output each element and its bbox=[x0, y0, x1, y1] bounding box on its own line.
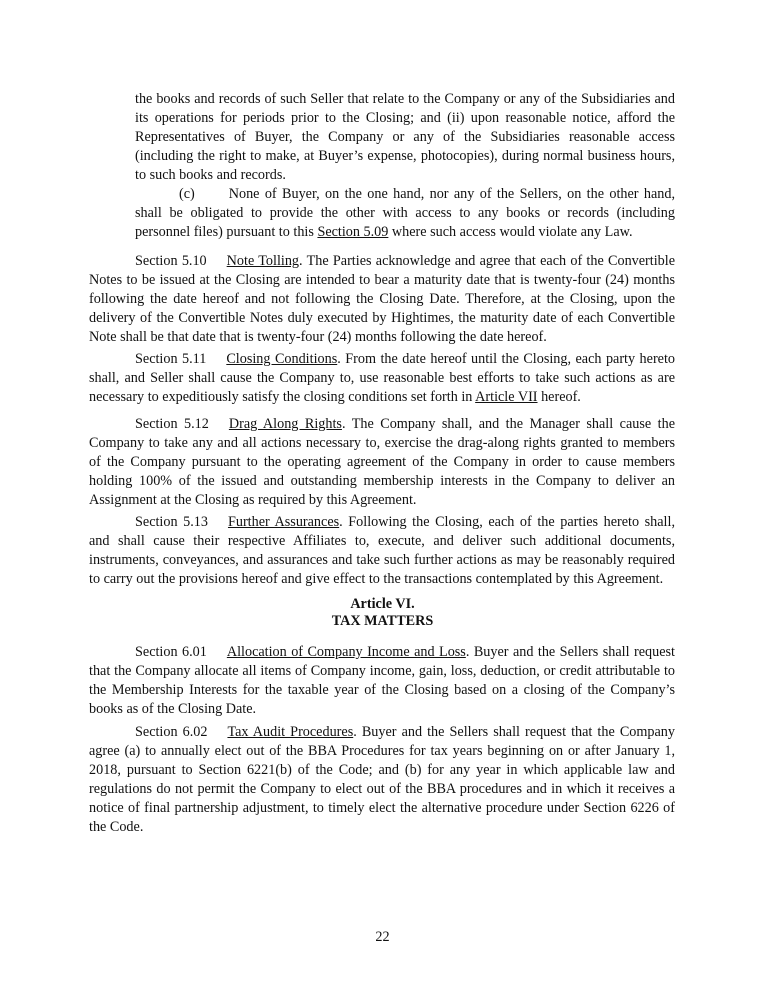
section-title: Allocation of Company Income and Loss bbox=[226, 644, 466, 660]
section-title: Drag Along Rights bbox=[228, 416, 342, 432]
section-number: Section 5.12 bbox=[135, 416, 209, 432]
section-number: Section 6.01 bbox=[135, 644, 207, 660]
section-5-09-link[interactable]: Section 5.09 bbox=[317, 224, 389, 240]
article-vii-link[interactable]: Article VII bbox=[475, 389, 538, 405]
clause-c: (c) None of Buyer, on the one hand, nor any of the Sellers, on the other hand, shall be obligated to provide the other with access to any books or records (including personnel files) pursuant to this Section 5.09 where such access would violate any Law. bbox=[135, 186, 675, 240]
section-5-12: Section 5.12 Drag Along Rights. The Company shall, and the Manager shall cause the Company to take any and all actions necessary to, exercise the drag-along rights granted to members of the Company pursuant to the operating agreement of the Company in order to cause members holding 100% of the issued and outstanding membership interests in the Company to deliver an Assignment at the Closing as required by this Agreement. bbox=[89, 416, 675, 508]
section-title: Closing Conditions bbox=[226, 351, 338, 367]
section-title: Further Assurances bbox=[227, 514, 340, 530]
section-6-01: Section 6.01 Allocation of Company Income and Loss. Buyer and the Sellers shall request that the Company allocate all items of Company income, gain, loss, deduction, or credit attributable to the Membership Interests for the taxable year of the Closing based on a closing of the Company’s books as of the Closing Date. bbox=[89, 644, 675, 717]
article-title: TAX MATTERS bbox=[331, 613, 434, 629]
section-title: Note Tolling bbox=[226, 253, 300, 269]
section-number: Section 6.02 bbox=[135, 724, 208, 740]
section-number: Section 5.10 bbox=[135, 253, 207, 269]
page-number: 22 bbox=[375, 929, 390, 945]
clause-c-label: (c) bbox=[179, 186, 195, 202]
article-number: Article VI. bbox=[350, 596, 415, 612]
section-6-02: Section 6.02 Tax Audit Procedures. Buyer and the Sellers shall request that the Company agree (a) to annually elect out of the BBA Procedures for tax years beginning on or after January 1, 2018, pursuant to Section 6221(b) of the Code; and (b) for any year in which applicable law and regulations do not permit the Company to elect out of the BBA procedures and in which it receives a notice of final partnership adjustment, to timely elect the alternative procedure under Section 6226 of the Code. bbox=[89, 724, 675, 835]
continued-paragraph: the books and records of such Seller that relate to the Company or any of the Subsidiaries and its operations for periods prior to the Closing; and (ii) upon reasonable notice, afford the Representatives of Buyer, the Company or any of the Subsidiaries reasonable access (including the right to make, at Buyer’s expense, photocopies), during normal business hours, to such books and records. bbox=[135, 91, 675, 183]
section-number: Section 5.13 bbox=[135, 514, 208, 530]
section-5-13: Section 5.13 Further Assurances. Following the Closing, each of the parties hereto shall, and shall cause their respective Affiliates to, execute, and deliver such additional documents, instruments, conveyances, and assurances and take such further actions as may be reasonably required to carry out the provisions hereof and give effect to the transactions contemplated by this Agreement. bbox=[89, 514, 675, 587]
section-number: Section 5.11 bbox=[135, 351, 207, 367]
section-title: Tax Audit Procedures bbox=[227, 724, 354, 740]
section-5-11: Section 5.11 Closing Conditions. From the date hereof until the Closing, each party hereto shall, and Seller shall cause the Company to, use reasonable best efforts to take such actions as are necessary to expeditiously satisfy the closing conditions set forth in Article VII hereof. bbox=[89, 351, 676, 405]
section-5-10: Section 5.10 Note Tolling. The Parties acknowledge and agree that each of the Convertible Notes to be issued at the Closing are intended to bear a maturity date that is twenty-four (24) months following the date hereof and not following the Closing Date. Therefore, at the Closing, upon the delivery of the Convertible Notes duly executed by Hightimes, the maturity date of each Convertible Note shall be that date that is twenty-four (24) months following the date hereof. bbox=[89, 253, 676, 345]
